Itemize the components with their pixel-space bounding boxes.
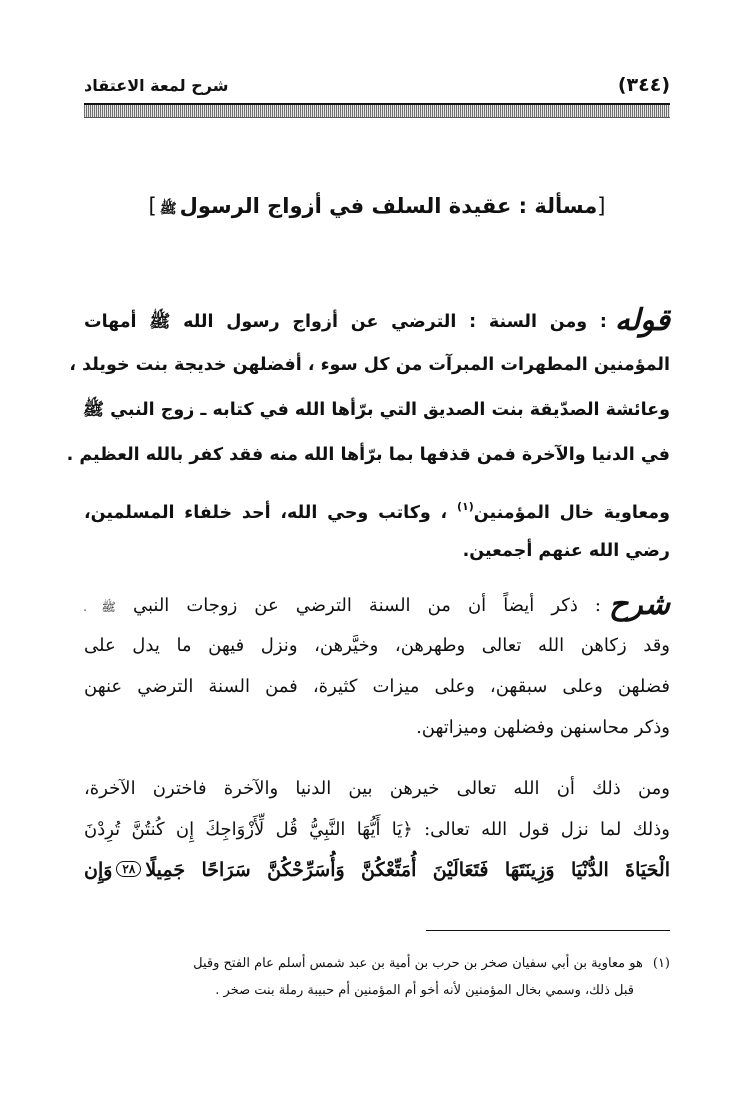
footnote-1-line-1: [84, 950, 670, 977]
matn-paragraph-2: [84, 484, 670, 574]
sharh-line-2: وقد زكاهن الله تعالى وطهرهن، وخيَّرهن، ونزل فيهن ما يدل على: [84, 635, 670, 656]
heading-close-bracket: ]: [148, 194, 157, 218]
matn-line-1: [84, 298, 670, 343]
sharh-paragraph-1: [84, 584, 670, 748]
sharh-line-3: فضلهن وعلى سبقهن، وعلى ميزات كثيرة، فمن السنة الترضي عنهن: [84, 676, 670, 697]
footnote-1-line-2: قبل ذلك، وسمي بخال المؤمنين لأنه أخو أم المؤمنين أم حبيبة رملة بنت صخر .: [215, 983, 634, 998]
heading-title: مسألة : عقيدة السلف في أزواج الرسول: [179, 194, 598, 218]
matn-line-3: وعائشة الصدّيقة بنت الصديق التي برّأها الله في كتابه ـ زوج النبي ﷺ: [82, 400, 670, 420]
footnote-label: (١): [652, 956, 670, 971]
matn-p2-text-before: ومعاوية خال المؤمنين: [473, 503, 670, 523]
sharh-lead-word: شرح: [608, 587, 670, 622]
verse-number-marker: ٢٨: [116, 861, 141, 877]
quran-verse-text: الْحَيَاةَ الدُّنْيَا وَزِينَتَهَا فَتَعَالَيْنَ أُمَتِّعْكُنَّ وَأُسَرِّحْكُنَّ سَرَاحًا جَمِيلًا: [145, 859, 670, 881]
matn-p2-line-1: [84, 484, 670, 529]
matn-line-text: : ومن السنة : الترضي عن أزواج رسول الله ﷺ أمهات: [84, 312, 607, 332]
heading-honorific: ﷺ: [159, 201, 177, 217]
sharh-honorific: ﷺ ،: [84, 600, 116, 614]
matn-line-4: في الدنيا والآخرة فمن قذفها بما برّأها الله منه فقد كفر بالله العظيم .: [66, 445, 670, 465]
matn-p2-text-after: ، وكاتب وحي الله، أحد خلفاء المسلمين،: [84, 503, 448, 523]
quran-verse-continuation: وَإِن: [84, 859, 113, 881]
matn-p2-line-2: رضي الله عنهم أجمعين.: [462, 541, 670, 561]
sharh-paragraph-2: [84, 768, 670, 891]
book-title: شرح لمعة الاعتقاد: [84, 76, 229, 95]
sharh-line-1: [84, 584, 670, 625]
sharh-line-4: وذكر محاسنهن وفضلهن وميزاتهن.: [416, 717, 670, 738]
matn-lead-word: قوله: [614, 303, 670, 338]
sharh-p2-line-3: [84, 850, 670, 891]
section-heading: [84, 194, 670, 220]
matn-line-2: المؤمنين المطهرات المبرآت من كل سوء ، أفضلهن خديجة بنت خويلد ،: [69, 355, 670, 375]
sharh-p2-line-1: ومن ذلك أن الله تعالى خيرهن بين الدنيا والآخرة فاخترن الآخرة،: [84, 778, 670, 799]
footnote-text: هو معاوية بن أبي سفيان صخر بن حرب بن أمية بن عبد شمس أسلم عام الفتح وقيل: [193, 956, 643, 971]
matn-paragraph-1: [66, 298, 670, 478]
page-number: (٣٤٤): [617, 74, 670, 96]
page-header: [84, 70, 670, 102]
heading-open-bracket: [: [597, 194, 606, 218]
header-ornament-rule: [84, 103, 670, 118]
footnote-separator: [426, 930, 670, 931]
sharh-line-1-text: : ذكر أيضاً أن من السنة الترضي عن زوجات النبي: [132, 595, 601, 616]
footnotes: [84, 950, 670, 1004]
sharh-p2-line-2: وذلك لما نزل قول الله تعالى: ﴿يَا أَيُّهَا النَّبِيُّ قُل لِّأَزْوَاجِكَ إِن كُنتُنَّ تُرِدْنَ: [84, 819, 670, 840]
footnote-reference[interactable]: (١): [456, 500, 474, 513]
